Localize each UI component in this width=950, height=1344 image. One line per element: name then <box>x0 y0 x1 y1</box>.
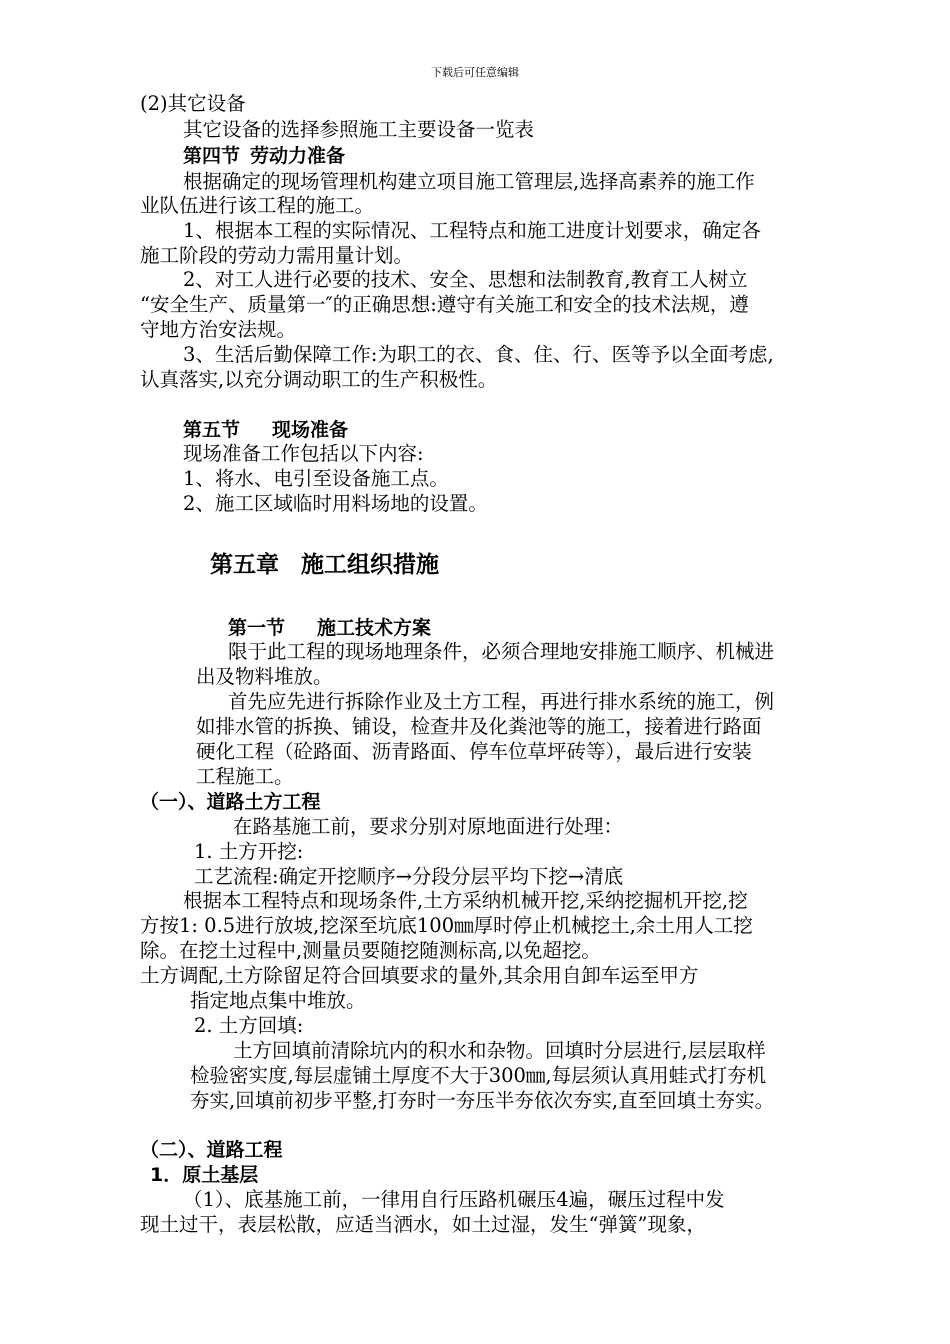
text-line: 根据确定的现场管理机构建立项目施工管理层,选择高素养的施工作 <box>183 170 755 193</box>
subsection-heading: （二）、道路工程 <box>140 1139 283 1161</box>
text-line: 2、施工区域临时用料场地的设置。 <box>183 492 488 515</box>
section-number: 第一节 <box>228 617 286 639</box>
text-line: 在路基施工前，要求分别对原地面进行处理： <box>233 815 624 838</box>
page-header: 下载后可任意编辑 <box>431 66 519 79</box>
section-title: 施工技术方案 <box>317 617 432 639</box>
text-line: 指定地点集中堆放。 <box>190 989 366 1012</box>
text-line: 方按1: 0.5进行放坡,挖深至坑底100㎜厚时停止机械挖土,余土用人工挖 <box>140 914 753 937</box>
text-line: （1）、底基施工前，一律用自行压路机碾压4遍，碾压过程中发 <box>183 1188 725 1211</box>
text-line: 施工阶段的劳动力需用量计划。 <box>140 244 414 267</box>
text-line: 夯实,回填前初步平整,打夯时一夯压半夯依次夯实,直至回填土夯实。 <box>190 1089 775 1112</box>
text-line: “安全生产、质量第一″的正确思想:遵守有关施工和安全的技术法规，遵 <box>140 293 749 316</box>
text-line: 限于此工程的现场地理条件，必须合理地安排施工顺序、机械进 <box>228 640 775 663</box>
text-line: 首先应先进行拆除作业及土方工程，再进行排水系统的施工，例 <box>228 690 775 713</box>
text-line: 工艺流程:确定开挖顺序→分段分层平均下挖→清底 <box>194 865 624 888</box>
text-line: 2、对工人进行必要的技术、安全、思想和法制教育,教育工人树立 <box>183 268 748 291</box>
text-line: 如排水管的拆换、铺设，检查井及化粪池等的施工，接着进行路面 <box>196 715 762 738</box>
text-line: 守地方治安法规。 <box>140 318 297 341</box>
text-line: 业队伍进行该工程的施工。 <box>140 194 375 217</box>
subsection-heading: （一）、道路土方工程 <box>140 791 321 813</box>
text-line: 根据本工程特点和现场条件,土方采纳机械开挖,采纳挖掘机开挖,挖 <box>183 889 748 912</box>
text-line: 2. 土方回填: <box>194 1014 304 1037</box>
text-line: 土方调配,土方除留足符合回填要求的量外,其余用自卸车运至甲方 <box>140 964 699 987</box>
text-line: 3、生活后勤保障工作:为职工的衣、食、住、行、医等予以全面考虑, <box>183 343 774 366</box>
text-line: 1、根据本工程的实际情况、工程特点和施工进度计划要求，确定各 <box>183 219 761 242</box>
text-line: 现土过干，表层松散，应适当洒水，如土过湿，发生“弹簧”现象， <box>140 1213 706 1236</box>
text-line: 1. 土方开挖: <box>194 840 304 863</box>
text-line: 除。在挖土过程中,测量员要随挖随测标高,以免超挖。 <box>140 939 601 962</box>
section-heading <box>228 616 431 640</box>
text-line: (2)其它设备 <box>140 92 246 115</box>
section-title: 现场准备 <box>272 419 349 441</box>
text-line: 工程施工。 <box>196 765 294 788</box>
subsection-heading: 1．原土基层 <box>150 1164 259 1186</box>
text-line: 出及物料堆放。 <box>196 665 333 688</box>
chapter-heading <box>210 550 439 580</box>
chapter-number: 第五章 <box>210 552 279 578</box>
text-line: 认真落实,以充分调动职工的生产积极性。 <box>140 368 498 391</box>
text-line: 硬化工程（砼路面、沥青路面、停车位草坪砖等），最后进行安装 <box>196 740 752 763</box>
text-line: 现场准备工作包括以下内容: <box>183 442 424 465</box>
text-line: 检验密实度,每层虚铺土厚度不大于300㎜,每层须认真用蛙式打夯机 <box>190 1064 767 1087</box>
text-line: 其它设备的选择参照施工主要设备一览表 <box>183 118 535 141</box>
text-line: 1、将水、电引至设备施工点。 <box>183 467 449 490</box>
text-line: 土方回填前清除坑内的积水和杂物。回填时分层进行,层层取样 <box>233 1039 766 1062</box>
section-number: 第五节 <box>183 419 241 441</box>
section-number: 第四节 <box>183 145 241 167</box>
section-title: 劳动力准备 <box>250 145 346 167</box>
section-heading <box>183 144 345 168</box>
section-heading <box>183 418 348 442</box>
chapter-title: 施工组织措施 <box>301 552 439 578</box>
